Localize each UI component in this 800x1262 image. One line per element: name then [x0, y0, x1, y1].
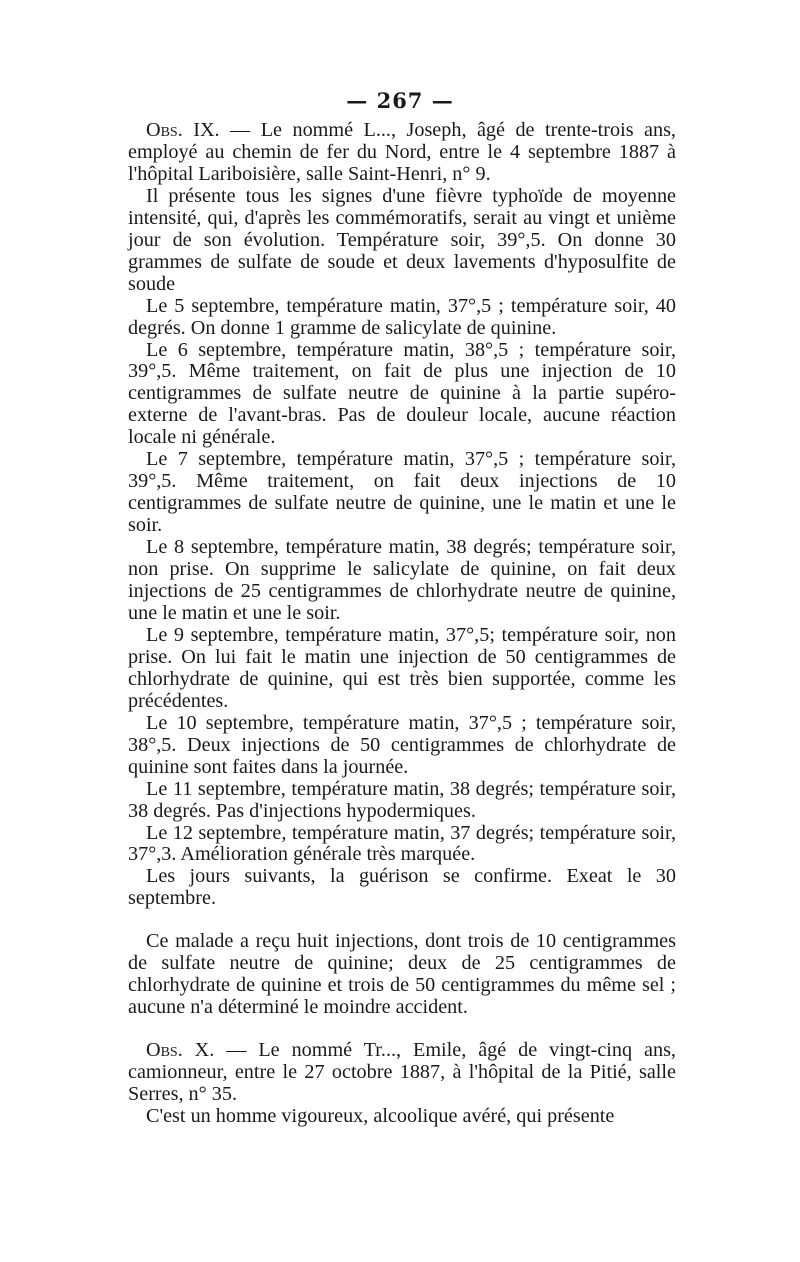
- observation-label: Obs. X.: [146, 1039, 215, 1062]
- paragraph: Le 7 septembre, température matin, 37°,5 ; température soir, 39°,5. Même traitement, on fait deux injections de 10 centigrammes de sulfate neutre de quinine, une le matin et une le soir.: [128, 448, 676, 537]
- paragraph: Le 10 septembre, température matin, 37°,5 ; température soir, 38°,5. Deux injections de 50 centigrammes de chlorhydrate de quinine sont faites dans la journée.: [128, 711, 676, 778]
- observation-label: Obs. IX.: [146, 119, 220, 141]
- paragraph-summary: Ce malade a reçu huit injections, dont trois de 10 centigrammes de sulfate neutre de quinine; deux de 25 centigrammes de chlorhydrate de quinine et trois de 50 centigrammes du même sel ; aucune n'a déterminé le moindre accident.: [128, 930, 676, 1019]
- page-body: [128, 120, 676, 1128]
- paragraph: Les jours suivants, la guérison se confirme. Exeat le 30 septembre.: [128, 865, 676, 910]
- paragraph: Le 11 septembre, température matin, 38 degrés; température soir, 38 degrés. Pas d'injections hypodermiques.: [128, 777, 676, 822]
- paragraph-text: — Le nommé Tr..., Emile, âgé de vingt-cinq ans, camionneur, entre le 27 octobre 1887, à l'hôpital de la Pitié, salle Serres, n° 35.: [128, 1039, 676, 1106]
- paragraph: Le 8 septembre, température matin, 38 degrés; température soir, non prise. On supprime le salicylate de quinine, on fait deux injections de 25 centigrammes de chlorhydrate neutre de quinine, une le matin et une le soir.: [128, 536, 676, 624]
- paragraph: Le 5 septembre, température matin, 37°,5 ; température soir, 40 degrés. On donne 1 gramme de salicylate de quinine.: [128, 294, 676, 339]
- paragraph: Il présente tous les signes d'une fièvre typhoïde de moyenne intensité, qui, d'après les commémoratifs, serait au vingt et unième jour de son évolution. Température soir, 39°,5. On donne 30 grammes de sulfate de soude et deux lavements d'hyposulfite de soude: [128, 184, 676, 295]
- paragraph-text: — Le nommé L..., Joseph, âgé de trente-trois ans, employé au chemin de fer du Nord, entre le 4 septembre 1887 à l'hôpital Lariboisière, salle Saint-Henri, n° 9.: [128, 119, 676, 185]
- paragraph: Le 9 septembre, température matin, 37°,5; température soir, non prise. On lui fait le matin une injection de 50 centigrammes de chlorhydrate de quinine, qui est très bien supportée, comme les précédentes.: [128, 623, 676, 712]
- paragraph: C'est un homme vigoureux, alcoolique avéré, qui présente: [146, 1104, 615, 1127]
- paragraph: Le 6 septembre, température matin, 38°,5 ; température soir, 39°,5. Même traitement, on fait de plus une injection de 10 centigrammes de sulfate neutre de quinine à la partie supéro-externe de l'avant-bras. Pas de douleur locale, aucune réaction locale ni générale.: [128, 338, 676, 449]
- paragraph-obs-ix: [128, 120, 676, 186]
- page-number: — 267 —: [346, 88, 454, 113]
- paragraph-obs-x: [128, 1040, 676, 1106]
- paragraph: Le 12 septembre, température matin, 37 degrés; température soir, 37°,3. Amélioration générale très marquée.: [128, 821, 676, 866]
